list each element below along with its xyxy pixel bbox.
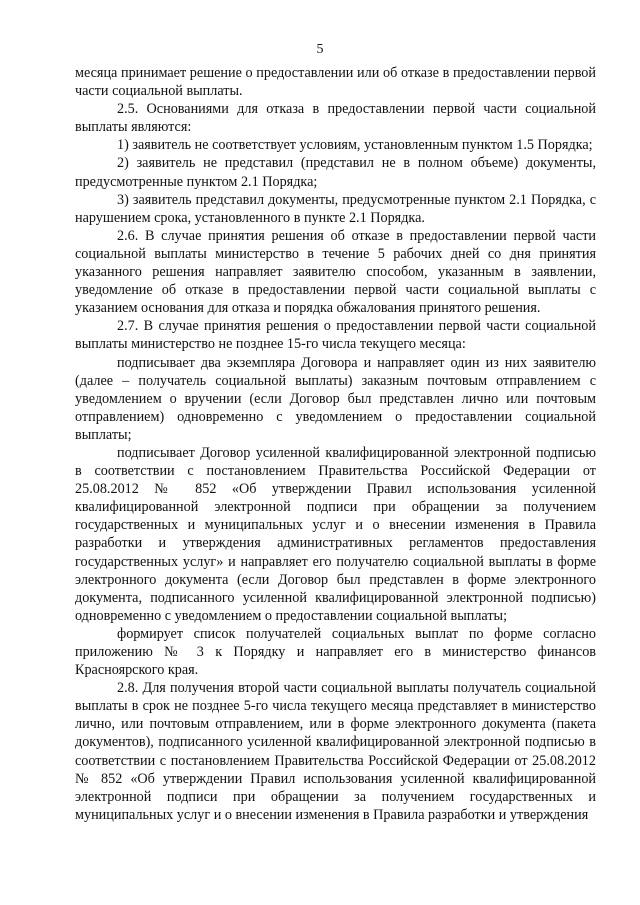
paragraph-2-8: 2.8. Для получения второй части социальной выплаты получатель социальной выплаты в срок не позднее 5-го числа текущего месяца представляет в министерство лично, или почтовым отправлением, или в форме электронного документа (пакета документов), подписанного усиленной квалифицированной электронной подписью в соответствии с постановлением Правительства Российской Федерации от 25.08.2012 № 852 «Об утверждении Правил использования усиленной квалифицированной электронной подписи при обращении за получением государственных и муниципальных услуг и о внесении изменения в Правила разработки и утверждения — [75, 680, 596, 823]
paragraph-2-5: 2.5. Основаниями для отказа в предоставлении первой части социальной выплаты являются: — [75, 101, 596, 136]
list-item-1: 1) заявитель не соответствует условиям, установленным пунктом 1.5 Порядка; — [117, 137, 593, 154]
page-number: 5 — [316, 42, 324, 57]
paragraph-2-7: 2.7. В случае принятия решения о предоставлении первой части социальной выплаты министерство не позднее 15-го числа текущего месяца: — [75, 318, 596, 353]
paragraph-2-6: 2.6. В случае принятия решения об отказе в предоставлении первой части социальной выплаты министерство в течение 5 рабочих дней со дня принятия указанного решения направляет заявителю способом, указанным в заявлении, уведомление об отказе в предоставлении первой части социальной выплаты с указанием основания для отказа и порядка обжалования принятого решения. — [75, 227, 596, 317]
paragraph-2-7-signs-electronic: подписывает Договор усиленной квалифицированной электронной подписью в соответствии с постановлением Правительства Российской Федерации от 25.08.2012 № 852 «Об утверждении Правил использования усиленной квалифицированной электронной подписи при обращении за получением государственных и муниципальных услуг и о внесении изменения в Правила разработки и утверждения административных регламентов предоставления государственных услуг» и направляет его получателю социальной выплаты в форме электронного документа (если Договор был представлен в форме электронного документа, подписанного усиленной квалифицированной электронной подписью) одновременно с уведомлением о предоставлении социальной выплаты; — [75, 444, 596, 624]
list-item-2: 2) заявитель не представил (представил не в полном объеме) документы, предусмотренные пунктом 2.1 Порядка; — [75, 155, 596, 190]
list-item-3: 3) заявитель представил документы, предусмотренные пунктом 2.1 Порядка, с нарушением срока, установленного в пункте 2.1 Порядка. — [75, 191, 596, 226]
document-body — [75, 64, 596, 824]
paragraph-2-7-forms-list: формирует список получателей социальных выплат по форме согласно приложению № 3 к Порядку и направляет его в министерство финансов Красноярского края. — [75, 625, 596, 679]
paragraph-continuation: месяца принимает решение о предоставлении или об отказе в предоставлении первой части социальной выплаты. — [75, 65, 596, 100]
paragraph-2-7-signs-two-copies: подписывает два экземпляра Договора и направляет один из них заявителю (далее – получатель социальной выплаты) заказным почтовым отправлением с уведомлением о вручении (если Договор был представлен лично или почтовым отправлением) одновременно с уведомлением о предоставлении социальной выплаты; — [75, 354, 596, 443]
